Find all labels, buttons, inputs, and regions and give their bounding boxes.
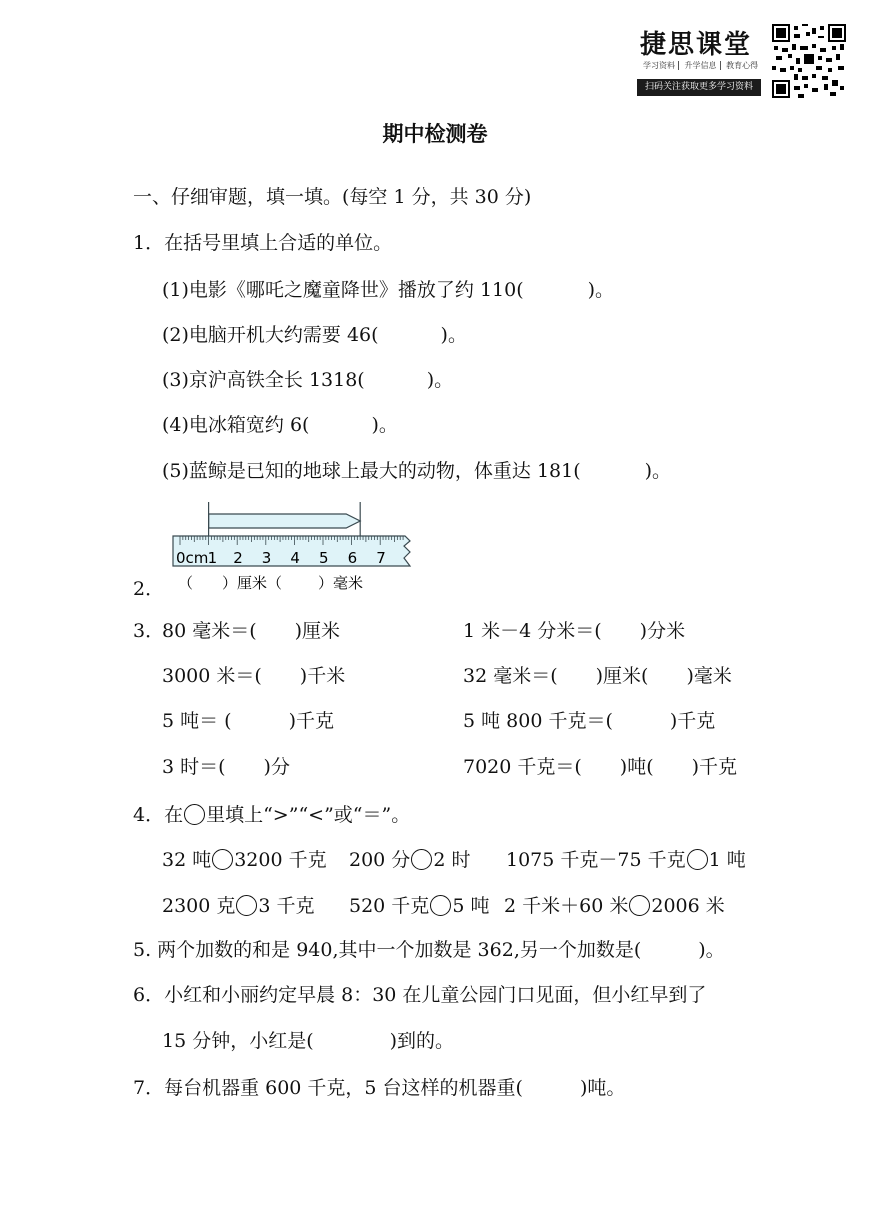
question-6-line[interactable]: 15 分钟，小红是( )到的。	[162, 1030, 455, 1052]
compare-item: 520 千克 5 吨	[349, 895, 490, 917]
ruler-tick-label: 7	[376, 549, 386, 567]
ruler-tick-label: 3	[261, 549, 272, 567]
compare-item: 2 千米＋60 米 2006 米	[504, 895, 725, 917]
question-3-number: 3．	[133, 620, 165, 642]
question-1-item	[162, 278, 614, 302]
qr-code-icon[interactable]	[772, 24, 846, 98]
brand-tags	[640, 60, 761, 71]
ruler-answer-open: （	[178, 574, 194, 592]
ruler-answer-cm: ）厘米（	[222, 574, 283, 592]
compare-circle[interactable]	[430, 895, 451, 916]
question-1-stem: 1．在括号里填上合适的单位。	[133, 232, 393, 254]
section-heading: 一、仔细审题，填一填。(每空 1 分，共 30 分)	[133, 186, 532, 208]
brand-name: 捷思课堂	[640, 30, 753, 60]
ruler-answer-mm: ）毫米	[318, 574, 364, 592]
question-2-number: 2．	[133, 578, 165, 600]
question-6-line: 6．小红和小丽约定早晨 8：30 在儿童公园门口见面，但小红早到了	[133, 984, 707, 1006]
item-text: (3)京沪高铁全长 1318(	[162, 369, 365, 391]
question-1-item	[162, 368, 453, 392]
question-4-stem: 4．在 里填上“>”“<”或“＝”。	[133, 804, 411, 826]
ruler-tick-label: 1	[207, 549, 218, 567]
question-1-item	[162, 323, 467, 347]
conversion-item[interactable]: 7020 千克＝( )吨( )千克	[463, 756, 738, 778]
item-text: )。	[371, 414, 398, 436]
question-5[interactable]: 5. 两个加数的和是 940,其中一个加数是 362,另一个加数是( )。	[133, 939, 725, 961]
question-1-item	[162, 459, 671, 483]
compare-item: 32 吨 3200 千克	[162, 849, 327, 871]
compare-circle[interactable]	[236, 895, 257, 916]
ruler-tick-label: 4	[290, 549, 300, 567]
brand-bar: 扫码关注获取更多学习资料	[637, 79, 761, 96]
ruler-unit-label: 0cm	[176, 549, 209, 567]
item-text: (4)电冰箱宽约 6(	[162, 414, 310, 436]
conversion-item[interactable]: 5 吨＝ ( )千克	[162, 710, 334, 732]
item-text: )。	[587, 279, 615, 301]
compare-item: 2300 克 3 千克	[162, 895, 315, 917]
item-text: )。	[440, 324, 467, 346]
item-text: (5)蓝鲸是已知的地球上最大的动物，体重达 181(	[162, 460, 581, 482]
page-title: 期中检测卷	[382, 122, 488, 146]
question-7[interactable]: 7．每台机器重 600 千克，5 台这样的机器重( )吨。	[133, 1077, 626, 1099]
compare-item: 1075 千克－75 千克 1 吨	[506, 849, 746, 871]
ruler-tick-label: 5	[319, 549, 329, 567]
ruler-tick-label: 2	[233, 549, 243, 567]
item-text: )。	[426, 369, 454, 391]
compare-circle[interactable]	[629, 895, 650, 916]
circle-icon	[184, 804, 205, 825]
conversion-item[interactable]: 1 米－4 分米＝( )分米	[463, 620, 686, 642]
brand-tag: 升学信息	[682, 61, 721, 70]
brand-tag: 教育心得	[726, 61, 759, 70]
ruler-diagram	[170, 500, 420, 595]
conversion-item[interactable]: 3000 米＝( )千米	[162, 665, 346, 687]
conversion-item[interactable]: 32 毫米＝( )厘米( )毫米	[463, 665, 732, 687]
compare-circle[interactable]	[687, 849, 708, 870]
compare-item: 200 分 2 时	[349, 849, 471, 871]
brand-tag: 学习资料	[640, 61, 679, 70]
item-text: (1)电影《哪吒之魔童降世》播放了约 110(	[162, 279, 524, 301]
conversion-item[interactable]: 5 吨 800 千克＝( )千克	[463, 710, 716, 732]
conversion-item[interactable]: 3 时＝( )分	[162, 756, 290, 778]
ruler-tick-label: 6	[347, 549, 358, 567]
pencil-shape	[209, 514, 361, 528]
compare-circle[interactable]	[212, 849, 233, 870]
compare-circle[interactable]	[411, 849, 432, 870]
conversion-item[interactable]: 80 毫米＝( )厘米	[162, 620, 341, 642]
item-text: (2)电脑开机大约需要 46(	[162, 324, 379, 346]
question-1-item	[162, 413, 398, 437]
item-text: )。	[644, 460, 672, 482]
